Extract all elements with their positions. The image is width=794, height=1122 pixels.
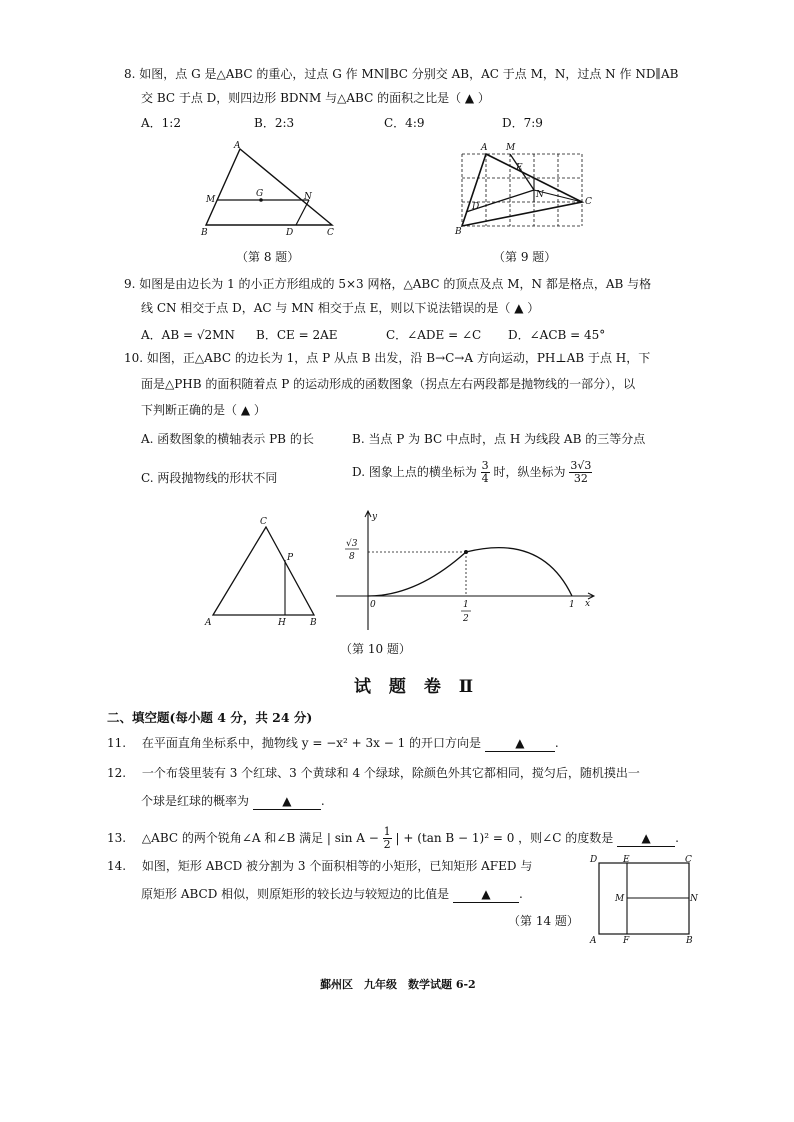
q10-option-c: C. 两段抛物线的形状不同 [141, 471, 278, 485]
part2-title: 试 题 卷 Ⅱ [354, 677, 480, 697]
figure-10-triangle [200, 512, 330, 632]
q14-end: . [518, 887, 523, 901]
fig10-ytick-denominator: 8 [349, 552, 355, 562]
q10-option-d-mid: 时，纵坐标为 [493, 465, 566, 479]
q12-end: . [320, 794, 325, 808]
fig14-label-b: B [686, 936, 693, 945]
q11-number: 11. [107, 736, 127, 750]
fig8-label-b: B [201, 228, 208, 238]
section2-heading: 二、填空题(每小题 4 分，共 24 分) [107, 710, 313, 725]
fig10-label-b: B [310, 618, 317, 628]
q12-line2 [141, 793, 325, 810]
q10-option-d-pre: D. 图象上点的横坐标为 [352, 465, 477, 479]
fig14-label-n: N [690, 894, 698, 904]
q8-option-d: D．7:9 [502, 116, 543, 130]
q14-line2 [141, 886, 523, 903]
fig10-xtick-one: 1 [569, 600, 575, 610]
figure-14-rectangle [585, 850, 700, 945]
figure-9-grid [452, 138, 602, 238]
q14-caption: （第 14 题） [508, 914, 579, 928]
q14-number: 14. [107, 859, 127, 873]
q13-end: . [675, 831, 679, 845]
q11 [107, 735, 559, 752]
q10-line1: 10. 如图，正△ABC 的边长为 1，点 P 从点 B 出发，沿 B→C→A 方向运动，PH⊥AB 于点 H，下 [124, 351, 651, 365]
q13-number: 13. [107, 831, 127, 845]
fig8-label-g: G [256, 189, 264, 199]
fig9-label-m: M [506, 143, 516, 153]
fig10-axis-y: y [372, 512, 378, 522]
q13-pre: △ABC 的两个锐角∠A 和∠B 满足 | sin A − [141, 831, 379, 845]
q9-option-b: B．CE = 2AE [256, 328, 338, 342]
q10-caption: （第 10 题） [340, 642, 411, 656]
q8-caption: （第 8 题） [236, 250, 300, 264]
q10-line2: 面是△PHB 的面积随着点 P 的运动形成的函数图象（拐点左右两段都是抛物线的一部分），以 [141, 377, 636, 391]
fig10-label-a: A [205, 618, 212, 628]
q10-line3: 下判断正确的是（ ▲ ） [141, 403, 266, 417]
fig9-label-c: C [585, 197, 592, 207]
q9-option-a: A．AB = √2MN [141, 328, 235, 342]
fig8-label-m: M [206, 195, 216, 205]
fig8-label-a: A [234, 141, 241, 151]
fig14-label-f: F [623, 936, 630, 945]
fig9-label-e: E [516, 163, 523, 173]
fig10-label-c: C [260, 517, 267, 527]
figure-10-function-graph [332, 505, 612, 635]
fig10-label-h: H [278, 618, 286, 628]
q10-option-d [352, 460, 592, 485]
fig9-label-n: N [536, 190, 544, 200]
q10-fraction-3-4: $\frac{3}{4}$ [481, 459, 489, 485]
fig14-label-a: A [590, 936, 597, 945]
q12-number: 12. [107, 766, 127, 780]
q11-answer-blank[interactable]: ▲ [485, 735, 555, 752]
q8-line1: 8. 如图，点 G 是△ABC 的重心，过点 G 作 MN∥BC 分别交 AB，AC 于点 M，N，过点 N 作 ND∥AB [124, 67, 679, 81]
fig14-label-e: E [623, 855, 630, 865]
q9-option-c: C．∠ADE = ∠C [386, 328, 482, 342]
fig10-label-p: P [287, 553, 294, 563]
fig9-label-a: A [481, 143, 488, 153]
page-footer: 鄞州区 九年级 数学试题 6-2 [320, 978, 476, 991]
fig10-axis-x: x [585, 599, 591, 609]
fig14-label-m: M [615, 894, 625, 904]
q12-line2-text: 个球是红球的概率为 [141, 794, 250, 808]
q8-option-c: C．4:9 [384, 116, 425, 130]
q14-line1 [107, 858, 532, 874]
q10-option-a: A. 函数图象的横轴表示 PB 的长 [141, 432, 314, 446]
q12-line1 [107, 765, 640, 781]
fig10-xtick-numerator: 1 [463, 600, 469, 610]
q13-fraction-1-2: $\frac{1}{2}$ [383, 825, 391, 851]
q12-answer-blank[interactable]: ▲ [253, 793, 321, 810]
fig10-ytick-numerator: √3 [346, 539, 358, 549]
q13 [107, 826, 679, 851]
q8-option-a: A．1:2 [141, 116, 181, 130]
fig8-label-c: C [327, 228, 334, 238]
q14-line2-text: 原矩形 ABCD 相似，则原矩形的较长边与较短边的比值是 [141, 887, 450, 901]
q10-fraction-3root3-32: $\frac{3√3}{32}$ [570, 459, 592, 485]
q11-end: . [554, 736, 559, 750]
q10-option-b: B. 当点 P 为 BC 中点时，点 H 为线段 AB 的三等分点 [352, 432, 646, 446]
fig8-label-d: D [286, 228, 294, 238]
q9-option-d: D．∠ACB = 45° [508, 328, 606, 342]
fig8-label-n: N [304, 192, 312, 202]
q8-option-b: B．2:3 [254, 116, 295, 130]
q13-answer-blank[interactable]: ▲ [617, 830, 675, 847]
fig10-origin: 0 [370, 600, 376, 610]
fig9-label-b: B [455, 227, 462, 237]
q14-answer-blank[interactable]: ▲ [453, 886, 519, 903]
q11-text: 在平面直角坐标系中，抛物线 y = −x² + 3x − 1 的开口方向是 [141, 736, 482, 750]
q14-line1-text: 如图，矩形 ABCD 被分割为 3 个面积相等的小矩形，已知矩形 AFED 与 [141, 859, 533, 873]
q12-line1-text: 一个布袋里装有 3 个红球、3 个黄球和 4 个绿球，除颜色外其它都相同，搅匀后，随机摸出一 [141, 766, 640, 780]
q8-line2: 交 BC 于点 D，则四边形 BDNM 与△ABC 的面积之比是（ ▲ ） [141, 91, 490, 105]
figure-8-triangle [196, 138, 346, 238]
q13-post: | + (tan B − 1)² = 0 ，则∠C 的度数是 [395, 831, 614, 845]
q9-caption: （第 9 题） [493, 250, 557, 264]
fig10-xtick-denominator: 2 [463, 614, 469, 624]
q9-line1: 9. 如图是由边长为 1 的小正方形组成的 5×3 网格，△ABC 的顶点及点 M，N 都是格点，AB 与格 [124, 277, 652, 291]
fig14-label-d: D [590, 855, 598, 865]
fig14-label-c: C [685, 855, 692, 865]
fig9-label-d: D [472, 202, 480, 212]
q9-line2: 线 CN 相交于点 D，AC 与 MN 相交于点 E，则以下说法错误的是（ ▲ ） [141, 301, 540, 315]
